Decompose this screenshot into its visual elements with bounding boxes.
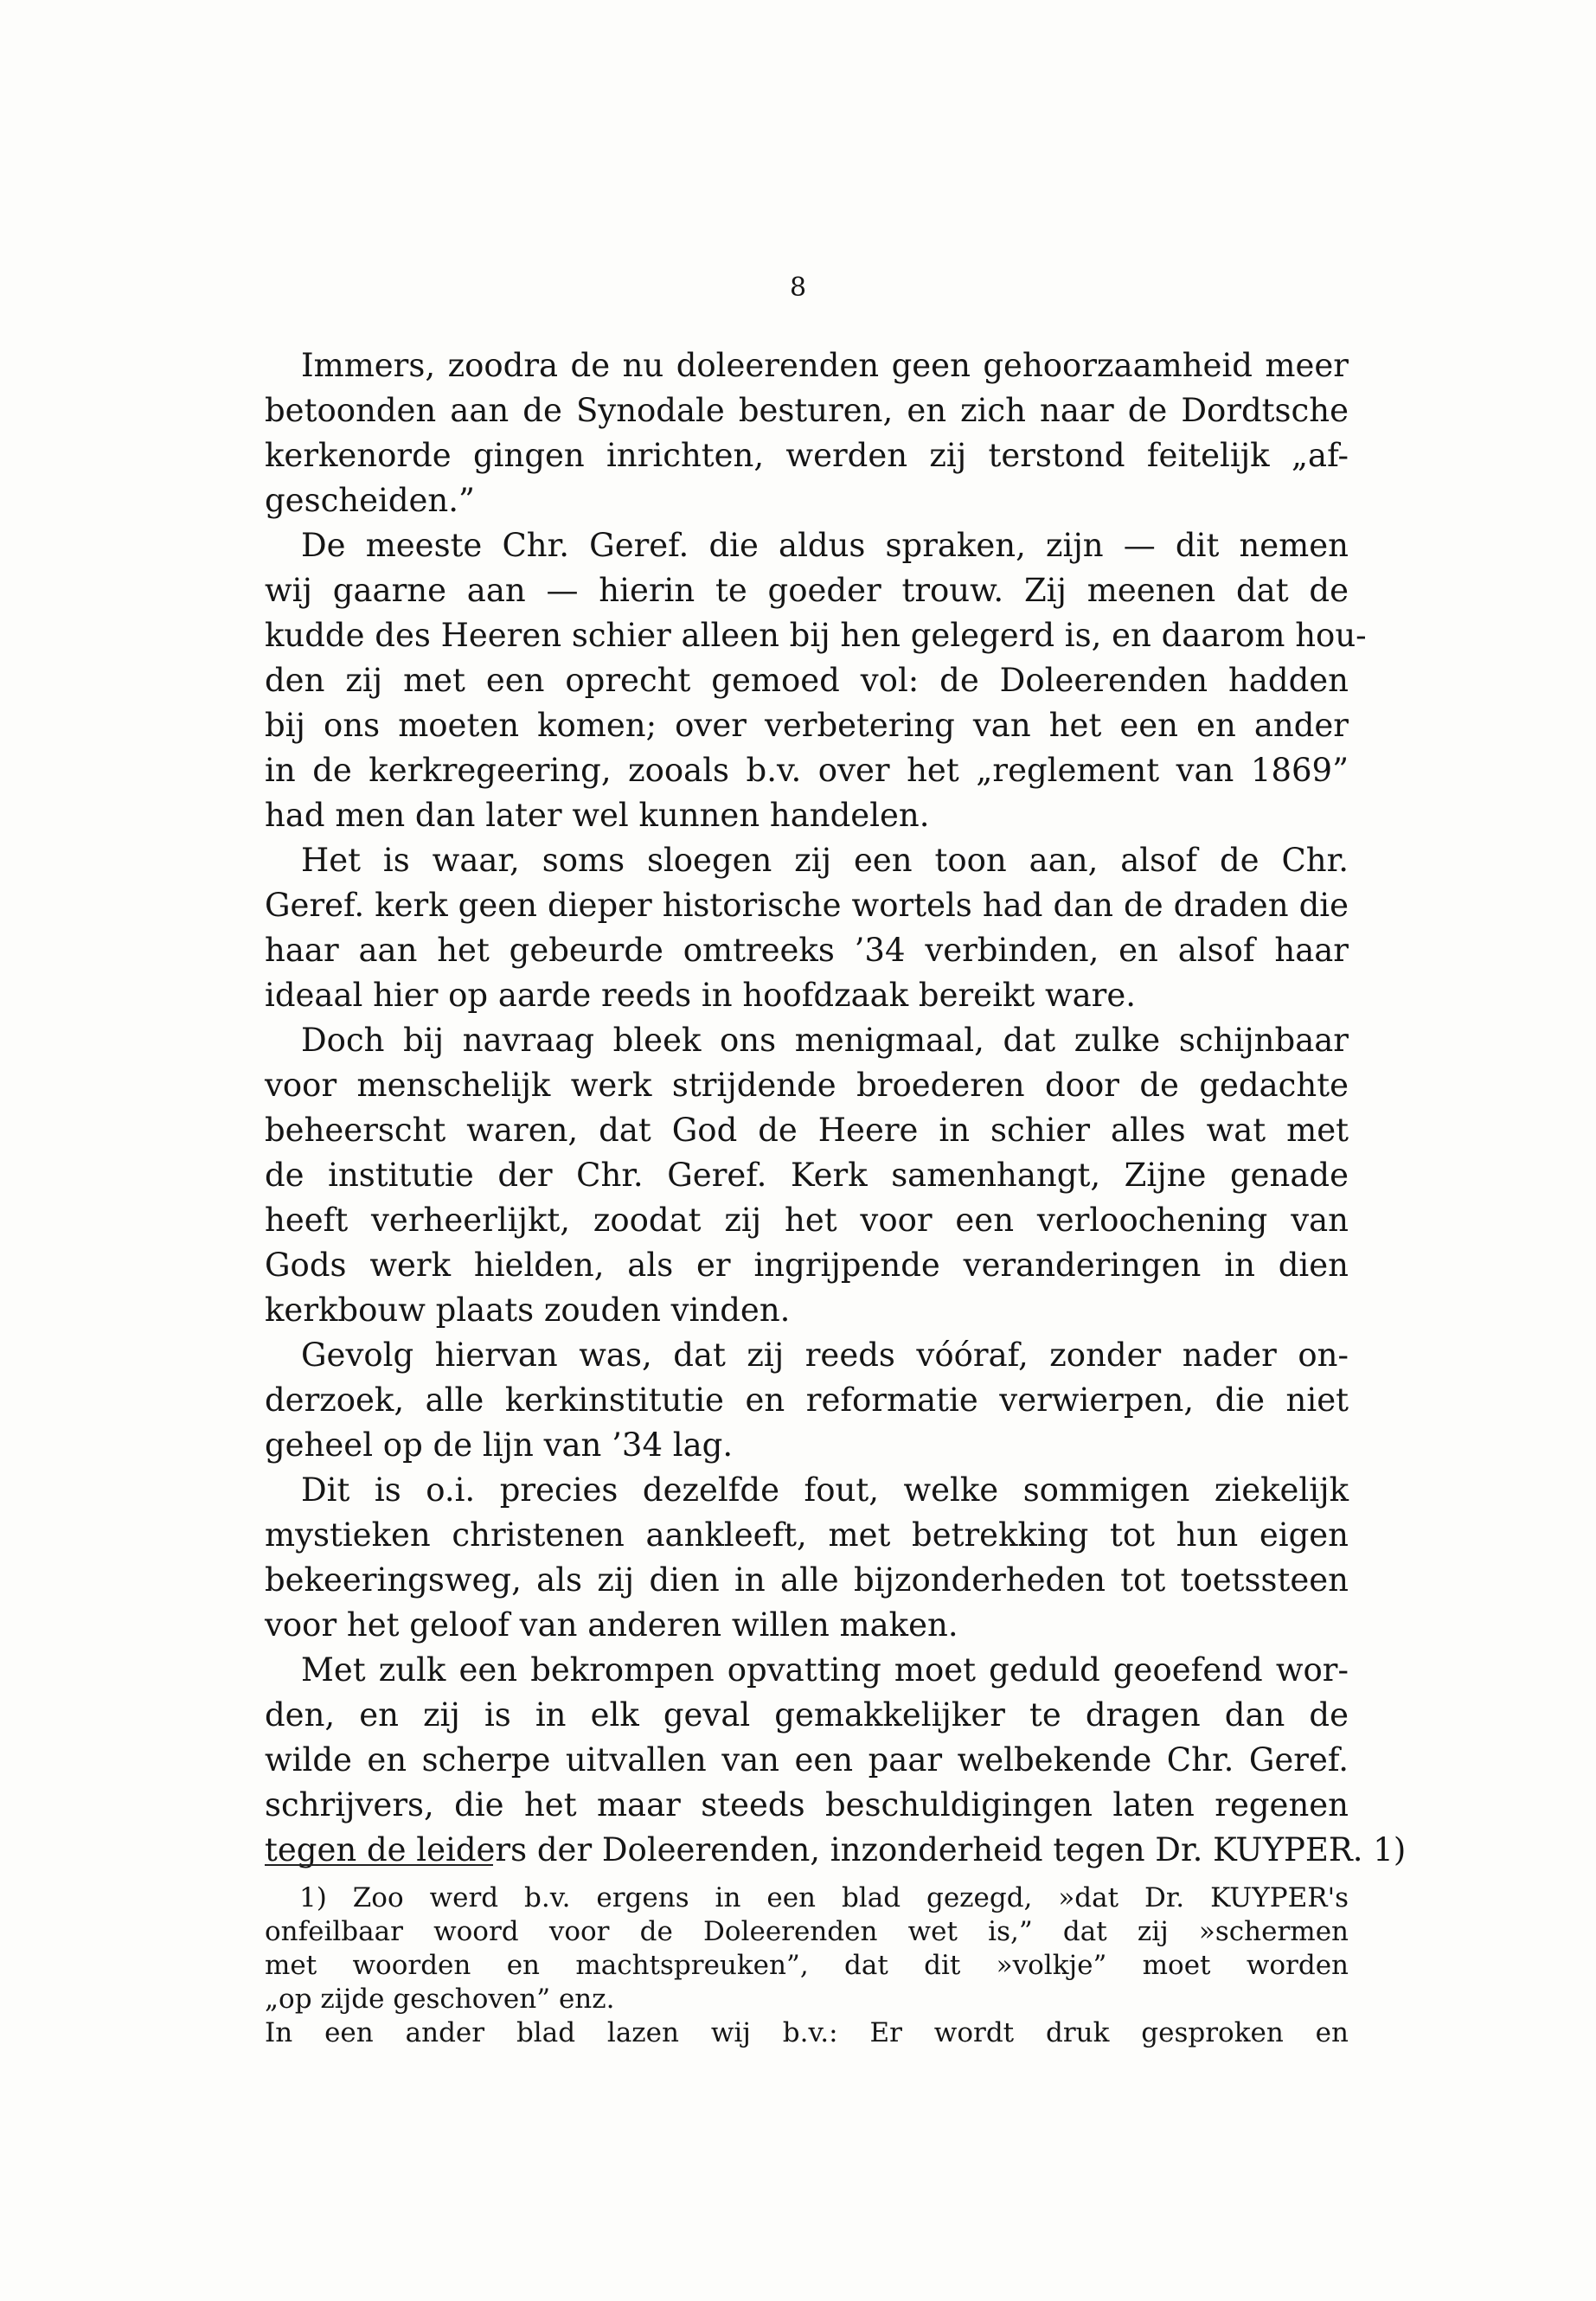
- body-line: De meeste Chr. Geref. die aldus spraken, zijn — dit nemen: [301, 527, 1349, 564]
- footnote-line: „op zijde geschoven” enz.: [265, 1984, 615, 2015]
- footnote-line: onfeilbaar woord voor de Doleerenden wet is,” dat zij »schermen: [265, 1916, 1349, 1947]
- body-line: mystieken christenen aankleeft, met betrekking tot hun eigen: [265, 1516, 1349, 1554]
- body-line: den zij met een oprecht gemoed vol: de Doleerenden hadden: [265, 662, 1349, 699]
- footnote-line: met woorden en machtspreuken”, dat dit »volkje” moet worden: [265, 1950, 1349, 1981]
- page-number: 8: [789, 272, 807, 303]
- body-line: geheel op de lijn van ’34 lag.: [265, 1426, 734, 1464]
- footnote-line: 1) Zoo werd b.v. ergens in een blad gezegd, »dat Dr. KUYPER's: [299, 1882, 1349, 1913]
- footnote-separator: [265, 1864, 493, 1866]
- body-line: schrijvers, die het maar steeds beschuldigingen laten regenen: [265, 1786, 1349, 1823]
- body-line: betoonden aan de Synodale besturen, en zich naar de Dordtsche: [265, 392, 1349, 429]
- body-line: kerkbouw plaats zouden vinden.: [265, 1292, 791, 1329]
- body-line: kerkenorde gingen inrichten, werden zij terstond feitelijk „af-: [265, 437, 1349, 474]
- body-line: den, en zij is in elk geval gemakkelijker te dragen dan de: [265, 1696, 1349, 1734]
- body-line: kudde des Heeren schier alleen bij hen gelegerd is, en daarom hou-: [265, 617, 1367, 654]
- body-line: wilde en scherpe uitvallen van een paar welbekende Chr. Geref.: [265, 1741, 1349, 1779]
- body-line: heeft verheerlijkt, zoodat zij het voor een verloochening van: [265, 1202, 1349, 1239]
- body-line: ideaal hier op aarde reeds in hoofdzaak bereikt ware.: [265, 977, 1137, 1014]
- body-line: Met zulk een bekrompen opvatting moet geduld geoefend wor-: [301, 1651, 1349, 1689]
- body-line: bij ons moeten komen; over verbetering van het een en ander: [265, 707, 1349, 744]
- body-line: Doch bij navraag bleek ons menigmaal, dat zulke schijnbaar: [301, 1022, 1349, 1059]
- body-line: tegen de leiders der Doleerenden, inzonderheid tegen Dr. KUYPER. 1): [265, 1831, 1407, 1868]
- body-line: haar aan het gebeurde omtreeks ’34 verbinden, en alsof haar: [265, 932, 1349, 969]
- body-line: Immers, zoodra de nu doleerenden geen gehoorzaamheid meer: [301, 347, 1349, 384]
- body-line: de institutie der Chr. Geref. Kerk samenhangt, Zijne genade: [265, 1157, 1349, 1194]
- body-line: Gevolg hiervan was, dat zij reeds vóóraf, zonder nader on-: [301, 1336, 1349, 1374]
- body-line: Dit is o.i. precies dezelfde fout, welke sommigen ziekelijk: [301, 1471, 1349, 1509]
- body-line: had men dan later wel kunnen handelen.: [265, 797, 930, 834]
- body-line: derzoek, alle kerkinstitutie en reformatie verwierpen, die niet: [265, 1381, 1349, 1419]
- body-line: in de kerkregeering, zooals b.v. over het „reglement van 1869”: [265, 752, 1349, 789]
- body-line: Het is waar, soms sloegen zij een toon aan, alsof de Chr.: [301, 842, 1349, 879]
- body-line: Geref. kerk geen dieper historische wortels had dan de draden die: [265, 887, 1349, 924]
- body-line: bekeeringsweg, als zij dien in alle bijzonderheden tot toetssteen: [265, 1561, 1349, 1599]
- body-line: beheerscht waren, dat God de Heere in schier alles wat met: [265, 1112, 1349, 1149]
- body-line: voor het geloof van anderen willen maken.: [265, 1606, 958, 1644]
- body-line: wij gaarne aan — hierin te goeder trouw. Zij meenen dat de: [265, 572, 1349, 609]
- body-line: voor menschelijk werk strijdende broederen door de gedachte: [265, 1067, 1349, 1104]
- body-line: gescheiden.”: [265, 482, 475, 519]
- body-line: Gods werk hielden, als er ingrijpende veranderingen in dien: [265, 1247, 1349, 1284]
- footnote-line: In een ander blad lazen wij b.v.: Er wordt druk gesproken en: [265, 2017, 1349, 2048]
